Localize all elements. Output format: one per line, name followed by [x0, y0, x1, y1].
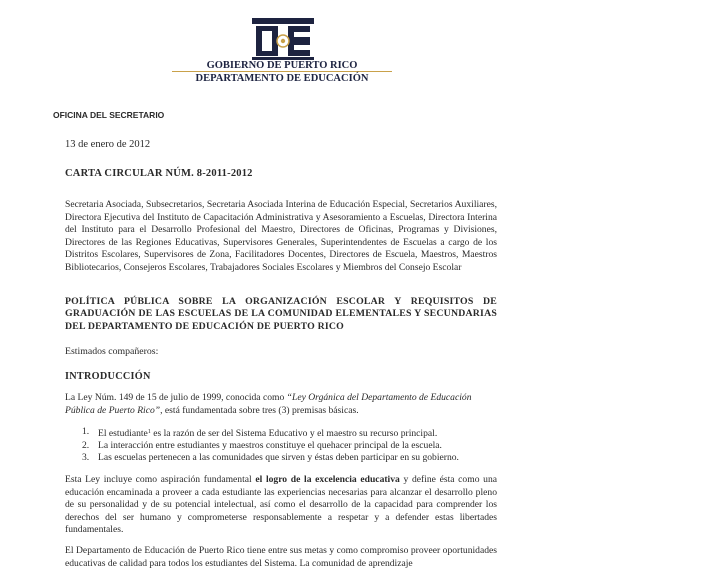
list-item-number: 2.: [82, 440, 90, 452]
list-item-number: 3.: [82, 452, 90, 464]
list-item: [82, 452, 502, 464]
de-seal-logo-icon: [252, 18, 314, 60]
header-divider: [172, 71, 392, 72]
intro-text-before: La Ley Núm. 149 de 15 de julio de 1999, conocida como: [65, 392, 287, 403]
list-item-text: La interacción entre estudiantes y maestros constituye el quehacer principal de la escuela.: [98, 440, 442, 452]
addressees-paragraph: Secretaria Asociada, Subsecretarios, Secretaria Asociada Interina de Educación Especial, Secretarios Auxiliares, Directora Ejecutiva del Instituto de Capacitación Administrativa y Asesoramiento a Escuelas, Directora Interina del Instituto para el Desarrollo Profesional del Maestro, Directores de Oficinas, Programas y Divisiones, Directores de las Regiones Educativas, Supervisores Generales, Superintendentes de Escuelas a cargo de los Distritos Escolares, Supervisores de Zona, Facilitadores Docentes, Directores de Escuela, Maestros, Maestros Bibliotecarios, Consejeros Escolares, Trabajadores Sociales Escolares y Miembros del Consejo Escolar: [65, 199, 497, 273]
org-line-government: GOBIERNO DE PUERTO RICO: [206, 60, 358, 71]
letter-date: 13 de enero de 2012: [65, 139, 151, 150]
list-item-text: Las escuelas pertenecen a las comunidades que sirven y éstas deben participar en su gobierno.: [98, 452, 459, 464]
intro-paragraph: [65, 392, 497, 417]
org-line-department: DEPARTAMENTO DE EDUCACIÓN: [195, 73, 369, 84]
list-item-lead: El estudiante: [98, 428, 148, 439]
excellence-text-before: Esta Ley incluye como aspiración fundamental: [65, 474, 256, 485]
de-seal-logo: [252, 18, 314, 60]
excellence-text-after: y define ésta como una educación encaminada a proveer a cada estudiante las experiencias necesarias para alcanzar el desarrollo pleno de su personalidad y de su potencial intelectual, así como el desarrollo de la capacidad para comprender los derechos del ser humano y comprometerse responsablemente a respetar y a defender estas libertades fundamentales.: [65, 474, 498, 536]
premises-list: [82, 426, 502, 465]
circular-number: CARTA CIRCULAR NÚM. 8-2011-2012: [65, 168, 253, 179]
list-item-text: es la razón de ser del Sistema Educativo y el maestro su recurso principal.: [150, 428, 438, 439]
policy-title: POLÍTICA PÚBLICA SOBRE LA ORGANIZACIÓN ESCOLAR Y REQUISITOS DE GRADUACIÓN DE LAS ESCUELAS DE LA COMUNIDAD ELEMENTALES Y SECUNDARIAS DEL DEPARTAMENTO DE EDUCACIÓN DE PUERTO RICO: [65, 296, 497, 332]
greeting: Estimados compañeros:: [65, 346, 159, 357]
excellence-paragraph: [65, 474, 497, 537]
footnote-marker: 1: [147, 429, 151, 435]
department-goals-paragraph: El Departamento de Educación de Puerto Rico tiene entre sus metas y como compromiso proveer oportunidades educativas de calidad para todos los estudiantes del Sistema. La comunidad de aprendizaje: [65, 545, 497, 569]
intro-text-after: , está fundamentada sobre tres (3) premisas básicas.: [160, 404, 359, 416]
list-item: [82, 426, 502, 440]
excellence-emphasis: el logro de la excelencia educativa: [255, 474, 400, 485]
introduction-heading: INTRODUCCIÓN: [65, 371, 151, 382]
list-item: [82, 440, 502, 452]
list-item-number: 1.: [82, 426, 90, 437]
office-label: OFICINA DEL SECRETARIO: [53, 110, 165, 120]
law-title: “Ley Orgánica del Departamento de Educación Pública de Puerto Rico”: [65, 392, 472, 416]
